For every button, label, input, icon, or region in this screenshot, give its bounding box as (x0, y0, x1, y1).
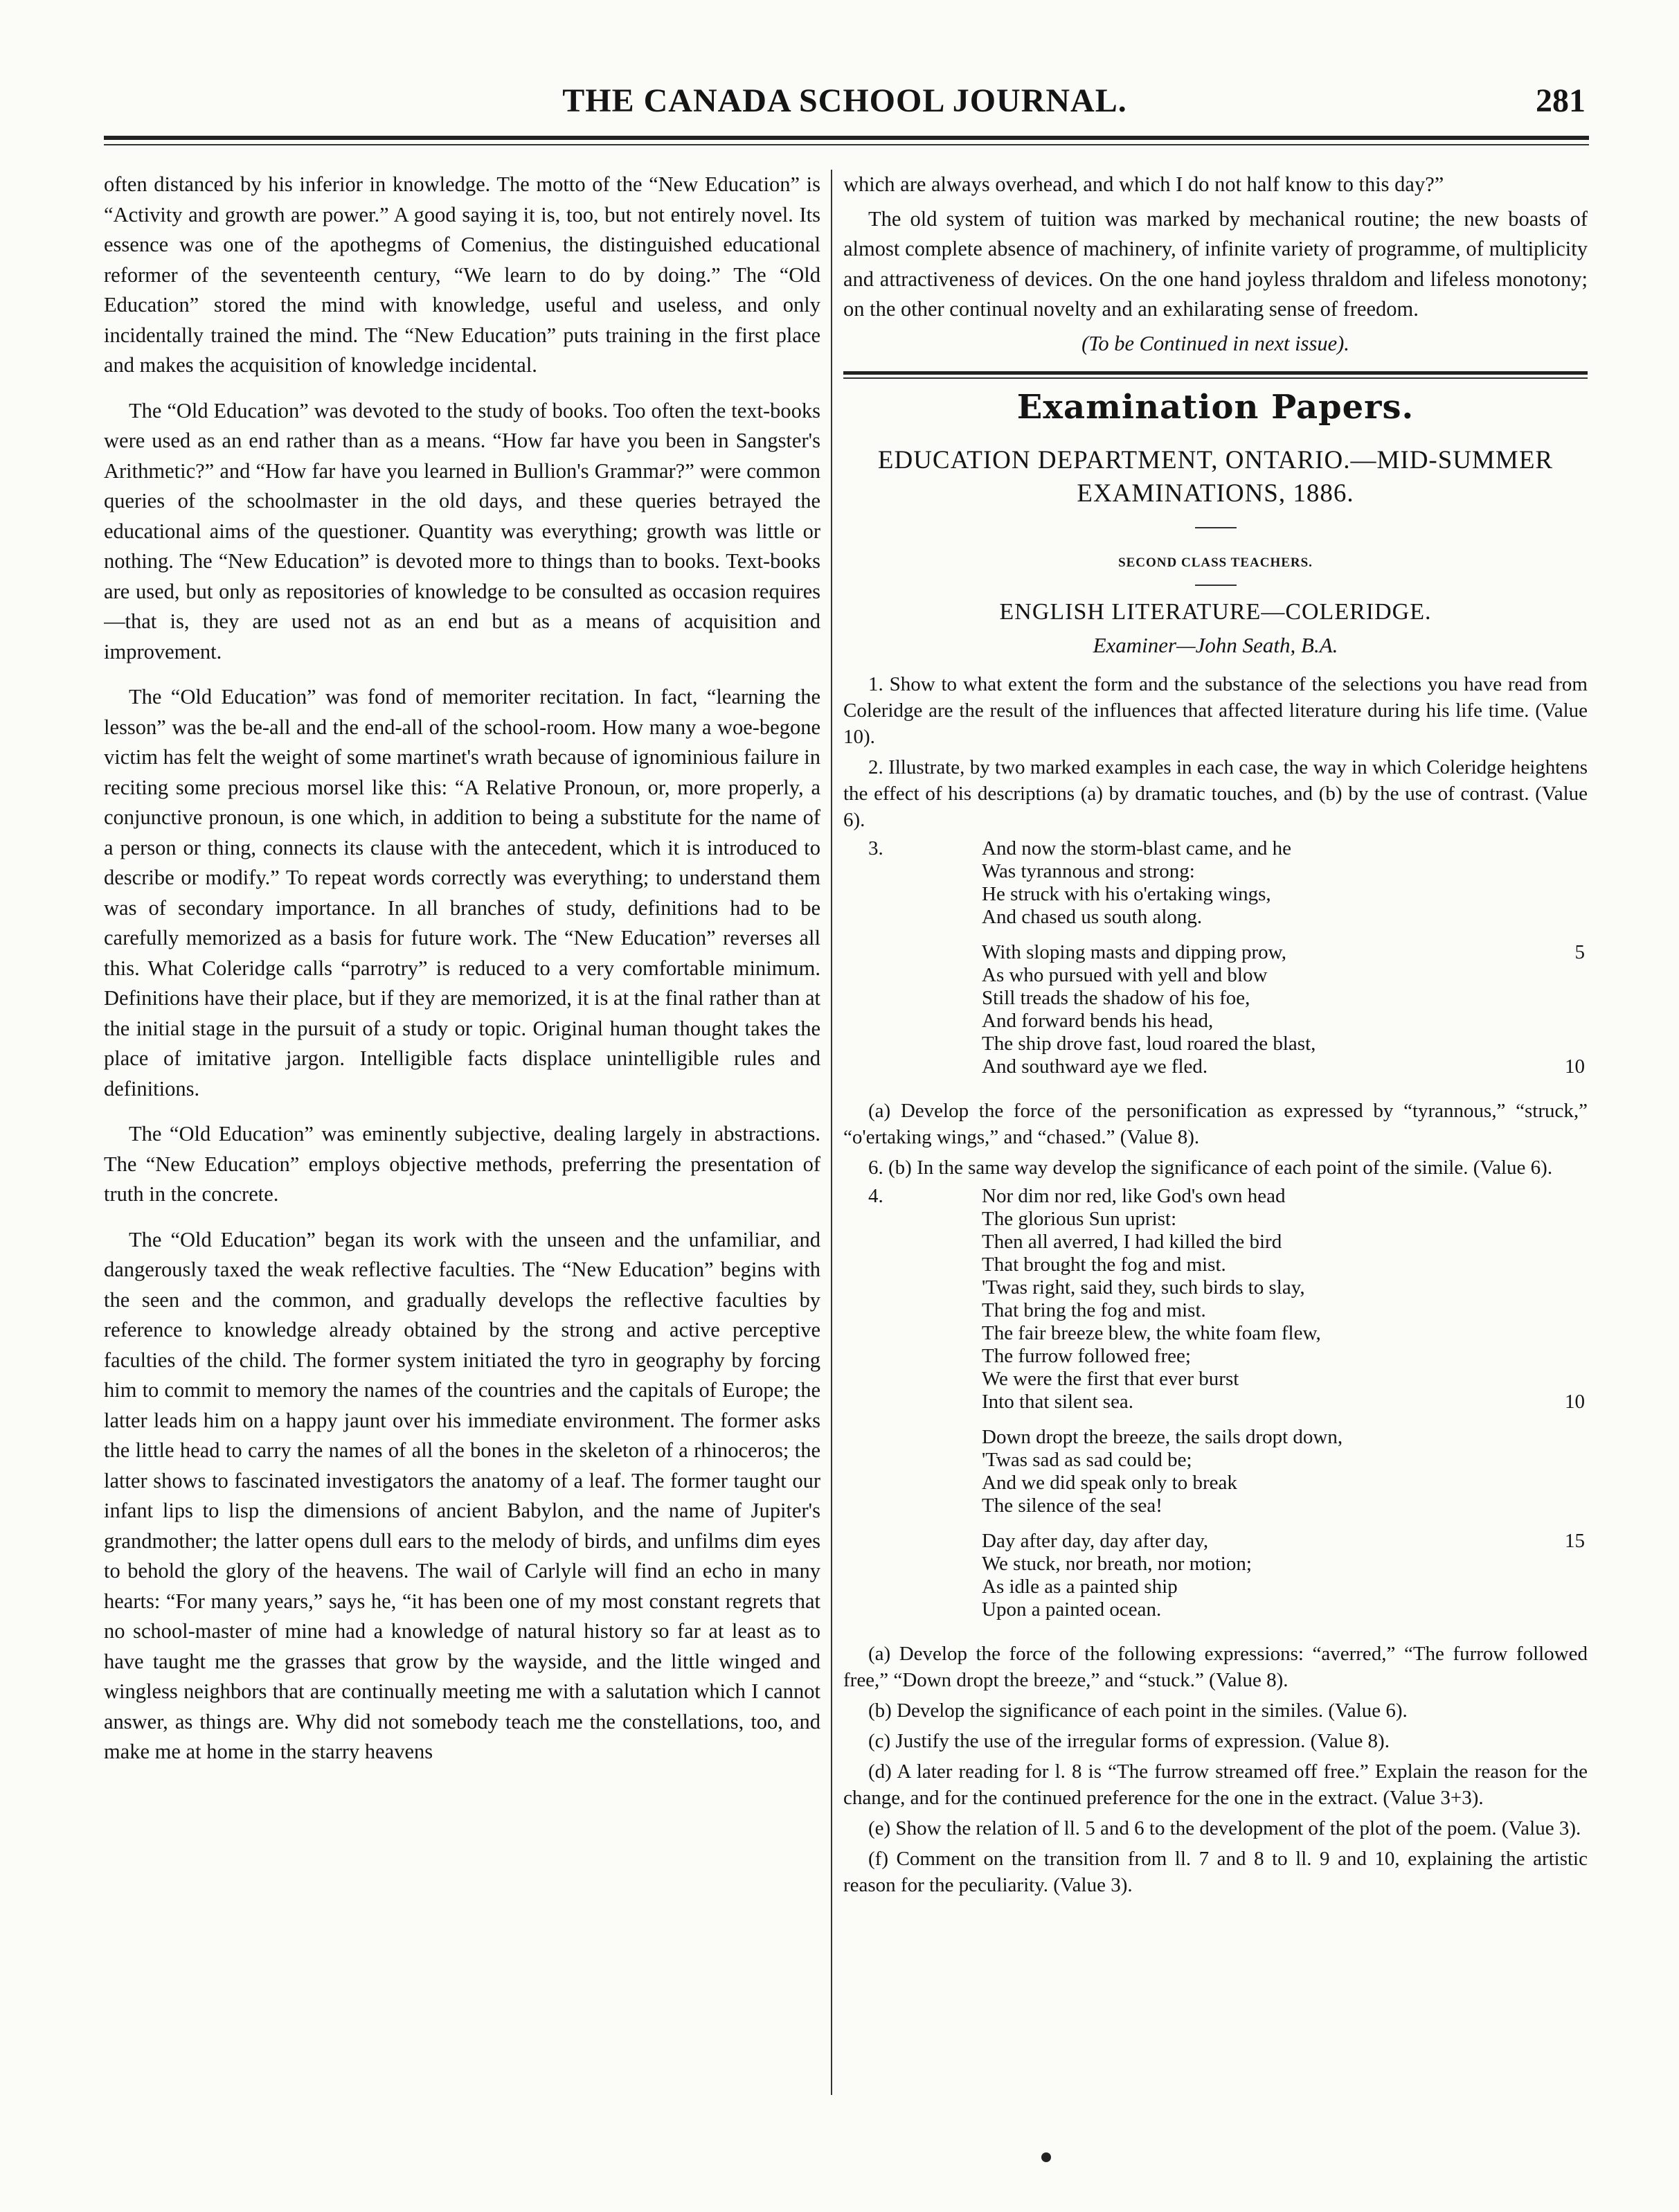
sub-questions (843, 1641, 1588, 1898)
section-title: Examination Papers. (1016, 388, 1415, 427)
poem-extract (843, 837, 1588, 1091)
poem-line (982, 1033, 1588, 1055)
line-number: 15 (1565, 1530, 1585, 1552)
poem-line-text: The furrow followed free; (982, 1345, 1191, 1367)
poem-line (982, 1322, 1588, 1345)
line-number (1543, 1185, 1588, 1208)
poem-line-text: And forward bends his head, (982, 1010, 1214, 1032)
poem-line-text: Then all averred, I had killed the bird (982, 1231, 1282, 1253)
question-number: 4. (868, 1185, 883, 1207)
line-number (1543, 1553, 1588, 1576)
poem-line-text: 'Twas right, said they, such birds to slay, (982, 1276, 1305, 1299)
poem-line-text: Was tyrannous and strong: (982, 860, 1195, 882)
poem-line-text: As who pursued with yell and blow (982, 964, 1268, 986)
stanza (982, 1185, 1588, 1413)
poem-lines (982, 1185, 1588, 1634)
poem-line (982, 964, 1588, 987)
question: 6. (b) In the same way develop the significance of each point of the simile. (Value 6). (868, 1157, 1553, 1179)
poem-line (982, 941, 1588, 964)
line-number: 5 (1574, 941, 1585, 963)
poem-line (982, 860, 1588, 883)
line-number (1543, 1276, 1588, 1299)
poem-line-text: Day after day, day after day, (982, 1530, 1209, 1552)
poem-line-text: The glorious Sun uprist: (982, 1208, 1177, 1230)
line-number: 10 (1565, 1391, 1585, 1413)
exam-subhead: SECOND CLASS TEACHERS. (1118, 555, 1313, 570)
poem-line-text: He struck with his o'ertaking wings, (982, 883, 1271, 905)
stanza (982, 1426, 1588, 1517)
article-paragraph: which are always overhead, and which I do not half know to this day?” (843, 172, 1444, 196)
question: (e) Show the relation of ll. 5 and 6 to the development of the plot of the poem. (Value 3). (868, 1817, 1581, 1839)
section-rule (843, 371, 1588, 375)
poem-line (982, 883, 1588, 906)
line-number (1543, 906, 1588, 929)
question: (d) A later reading for l. 8 is “The furrow streamed off free.” Explain the reason for the change, and for the continued preference for the one in the extract. (Value 3+3). (843, 1760, 1588, 1809)
article-paragraph: The “Old Education” began its work with the unseen and the unfamiliar, and dangerously taxed the weak reflective faculties. The “New Education” begins with the seen and the common, and gradually develops the reflective faculties by reference to knowledge already obtained by the strong and active perceptive faculties of the child. The former system initiated the tyro in geography by forcing him to commit to memory the names of the countries and the capitals of Europe; the latter leads him on a happy jaunt over his immediate environment. The former asks the little head to carry the names of all the bones in the skeleton of a rhinoceros; the latter shows to fascinated investigators the anatomy of a leaf. The former taught our infant lips to lisp the dimensions of ancient Babylon, and the name of Jupiter's grandmother; the latter opens dull ears to the melody of birds, and unfilms dim eyes to behold the glory of the heavens. The wail of Carlyle will find an echo in many hearts: “For many years,” says he, “it has been one of my most constant regrets that no school-master of mine had a knowledge of natural history so far at least as to have taught me the grasses that grow by the wayside, and the little winged and wingless neighbors that are continually meeting me with a salutation which I cannot answer, as things are. Why did not somebody teach me the constellations, too, and make me at home in the starry heavens (104, 1227, 820, 1763)
poem-line-text: Upon a painted ocean. (982, 1598, 1162, 1621)
poem-line (982, 1010, 1588, 1033)
poem-line (982, 1368, 1588, 1391)
poem-lines (982, 837, 1588, 1091)
stanza (982, 1530, 1588, 1621)
line-number (1543, 964, 1588, 987)
page-number: 281 (1536, 82, 1586, 119)
line-number (1543, 1033, 1588, 1055)
line-number (1543, 1254, 1588, 1276)
poem-line (982, 1449, 1588, 1472)
question: 1. Show to what extent the form and the substance of the selections you have read from Coleridge are the result of the influences that affected literature during his life time. (Value 10). (843, 673, 1588, 748)
poem-line-text: The silence of the sea! (982, 1495, 1162, 1517)
poem-line (982, 1345, 1588, 1368)
poem-line (982, 1185, 1588, 1208)
line-number (1543, 1449, 1588, 1472)
line-number (1543, 1472, 1588, 1495)
line-number (1543, 1322, 1588, 1345)
question: (b) Develop the significance of each point in the similes. (Value 6). (868, 1700, 1408, 1722)
question: (a) Develop the force of the personification as expressed by “tyrannous,” “struck,” “o'ertaking wings,” and “chased.” (Value 8). (843, 1100, 1588, 1148)
examiner: Examiner—John Seath, B.A. (1093, 632, 1338, 657)
section-rule (843, 377, 1588, 379)
poem-line (982, 987, 1588, 1010)
line-number (1543, 1010, 1588, 1033)
poem-line (982, 1426, 1588, 1449)
poem-line (982, 1472, 1588, 1495)
stanza (982, 941, 1588, 1078)
continued-note: (To be Continued in next issue). (1081, 331, 1349, 355)
poem-line (982, 1208, 1588, 1231)
article-paragraph: The old system of tuition was marked by mechanical routine; the new boasts of almost complete absence of machinery, of infinite variety of programme, of multiplicity and attractiveness of devices. On the one hand joyless thraldom and lifeless monotony; on the other continual novelty and an exhilarating sense of freedom. (843, 206, 1588, 321)
poem-line (982, 1276, 1588, 1299)
poem-line (982, 1231, 1588, 1254)
short-rule (1195, 527, 1237, 528)
left-column (104, 170, 820, 2095)
question: (c) Justify the use of the irregular forms of expression. (Value 8). (868, 1730, 1390, 1752)
poem-extract (843, 1185, 1588, 1634)
line-number (1543, 1368, 1588, 1391)
poem-line (982, 1553, 1588, 1576)
poem-line-text: The fair breeze blew, the white foam flew, (982, 1322, 1321, 1344)
poem-line (982, 1391, 1588, 1413)
poem-line-text: We stuck, nor breath, nor motion; (982, 1553, 1252, 1575)
ink-dot (1041, 2152, 1051, 2162)
poem-line-text: As idle as a painted ship (982, 1576, 1178, 1598)
line-number (1543, 987, 1588, 1010)
page-title: THE CANADA SCHOOL JOURNAL. (562, 82, 1127, 119)
poem-line-text: The ship drove fast, loud roared the blast, (982, 1033, 1316, 1055)
question: (a) Develop the force of the following expressions: “averred,” “The furrow followed free,” “Down dropt the breeze,” and “stuck.” (Value 8). (843, 1643, 1588, 1691)
poem-line (982, 1055, 1588, 1078)
poem-line (982, 1254, 1588, 1276)
question: 2. Illustrate, by two marked examples in each case, the way in which Coleridge heightens the effect of his descriptions (a) by dramatic touches, and (b) by the use of contrast. (Value 6). (843, 756, 1588, 831)
poem-line-text: Down dropt the breeze, the sails dropt down, (982, 1426, 1343, 1448)
short-rule (1195, 585, 1237, 586)
poem-line-text: Nor dim nor red, like God's own head (982, 1185, 1286, 1207)
line-number (1543, 883, 1588, 906)
line-number (1543, 1299, 1588, 1322)
header-rule-thin (104, 144, 1589, 145)
poem-line (982, 1495, 1588, 1517)
article-paragraph: The “Old Education” was fond of memoriter recitation. In fact, “learning the lesson” was the be-all and the end-all of the school-room. How many a woe-begone victim has felt the weight of some martinet's wrath because of ignominious failure in reciting some precious morsel like this: “A Relative Pronoun, or, more properly, a conjunctive pronoun, is one which, in addition to being a substitute for the name of a person or thing, connects its clause with the antecedent, which it is introduced to describe or modify.” To repeat words correctly was everything; to understand them was of secondary importance. In all branches of study, definitions had to be carefully memorized as a basis for future work. The “New Education” reverses all this. What Coleridge calls “parrotry” is reduced to a very comfortable minimum. Definitions have their place, but if they are memorized, it is at the final rather than at the initial stage in the pursuit of a study or topic. Original human thought takes the place of imitative jargon. Intelligible facts displace unintelligible rules and definitions. (104, 685, 820, 1100)
page-header (104, 82, 1586, 137)
poem-line-text: Still treads the shadow of his foe, (982, 987, 1250, 1009)
poem-line-text: With sloping masts and dipping prow, (982, 941, 1286, 963)
poem-line-text: We were the first that ever burst (982, 1368, 1239, 1390)
column-divider (831, 170, 832, 2095)
exam-subject: ENGLISH LITERATURE—COLERIDGE. (999, 599, 1432, 625)
line-number (1543, 1426, 1588, 1449)
poem-line (982, 1576, 1588, 1598)
poem-line (982, 1530, 1588, 1553)
line-number (1543, 1208, 1588, 1231)
exam-heading: EDUCATION DEPARTMENT, ONTARIO.—MID-SUMMER EXAMINATIONS, 1886. (877, 445, 1554, 508)
line-number (1543, 1495, 1588, 1517)
line-number: 10 (1565, 1055, 1585, 1078)
line-number (1543, 860, 1588, 883)
poem-line (982, 906, 1588, 929)
poem-line-text: And we did speak only to break (982, 1472, 1237, 1494)
right-column (843, 170, 1588, 2095)
poem-line-text: And chased us south along. (982, 906, 1203, 928)
poem-line-text: And southward aye we fled. (982, 1055, 1208, 1078)
poem-line (982, 1598, 1588, 1621)
article-paragraph: often distanced by his inferior in knowledge. The motto of the “New Education” is “Activity and growth are power.” A good saying it is, too, but not entirely novel. Its essence was one of the apothegms of Comenius, the distinguished educational reformer of the seventeenth century, “We learn to do by doing.” The “Old Education” stored the mind with knowledge, useful and useless, and only incidentally trained the mind. The “New Education” puts training in the first place and makes the acquisition of knowledge incidental. (104, 172, 820, 377)
line-number (1543, 1576, 1588, 1598)
article-paragraph: The “Old Education” was eminently subjective, dealing largely in abstractions. The “New Education” employs objective methods, preferring the presentation of truth in the concrete. (104, 1122, 820, 1206)
stanza (982, 837, 1588, 929)
question-number: 3. (868, 837, 883, 859)
question: (f) Comment on the transition from ll. 7 and 8 to ll. 9 and 10, explaining the artistic reason for the peculiarity. (Value 3). (843, 1848, 1588, 1896)
poem-line-text: That bring the fog and mist. (982, 1299, 1206, 1321)
line-number (1543, 1231, 1588, 1254)
article-paragraph: The “Old Education” was devoted to the study of books. Too often the text-books were used as an end rather than as a means. “How far have you been in Sangster's Arithmetic?” and “How far have you learned in Bullion's Grammar?” were common queries of the schoolmaster in the old days, and these queries betrayed the educational aims of the questioner. Quantity was everything; growth was little or nothing. The “New Education” is devoted more to things than to books. Text-books are used, but only as repositories of knowledge to be consulted as occasion requires—that is, they are used not as an end but as a means of acquisition and improvement. (104, 398, 820, 663)
poem-line (982, 837, 1588, 860)
poem-line (982, 1299, 1588, 1322)
line-number (1543, 1345, 1588, 1368)
poem-line-text: 'Twas sad as sad could be; (982, 1449, 1192, 1471)
poem-line-text: And now the storm-blast came, and he (982, 837, 1291, 859)
header-rule-thick (104, 136, 1589, 140)
poem-line-text: That brought the fog and mist. (982, 1254, 1226, 1276)
poem-line-text: Into that silent sea. (982, 1391, 1134, 1413)
line-number (1543, 837, 1588, 860)
line-number (1543, 1598, 1588, 1621)
